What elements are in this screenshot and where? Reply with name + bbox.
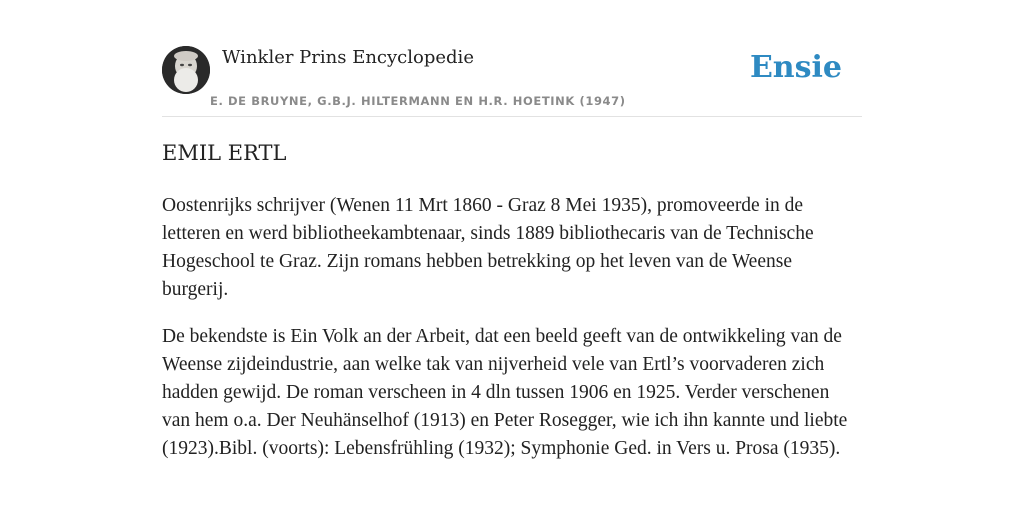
- author-portrait-icon: [162, 46, 210, 94]
- article-paragraph: Oostenrijks schrijver (Wenen 11 Mrt 1860 - Graz 8 Mei 1935), promoveerde in de letteren en werd bibliotheekambtenaar, sinds 1889 bibliothecaris van de Technische Hogeschool te Graz. Zijn romans hebben betrekking op het leven van de Weense burgerij.: [162, 195, 814, 300]
- article-title: EMIL ERTL: [162, 141, 287, 165]
- source-header: [162, 40, 862, 117]
- source-authors: E. DE BRUYNE, G.B.J. HILTERMANN EN H.R. HOETINK (1947): [210, 94, 626, 108]
- article-paragraph: De bekendste is Ein Volk an der Arbeit, dat een beeld geeft van de ontwikkeling van de Weense zijdeindustrie, aan welke tak van nijverheid vele van Ertl’s voorvaderen zich hadden gewijd. De roman verscheen in 4 dln tussen 1906 en 1925. Verder verschenen van hem o.a. Der Neuhänselhof (1913) en Peter Rosegger, wie ich ihn kannte und liebte (1923).Bibl. (voorts): Lebensfrühling (1932); Symphonie Ged. in Vers u. Prosa (1935).: [162, 326, 848, 459]
- article-body: [162, 192, 862, 482]
- source-title[interactable]: Winkler Prins Encyclopedie: [222, 47, 474, 68]
- ensie-logo[interactable]: Ensie: [749, 50, 842, 85]
